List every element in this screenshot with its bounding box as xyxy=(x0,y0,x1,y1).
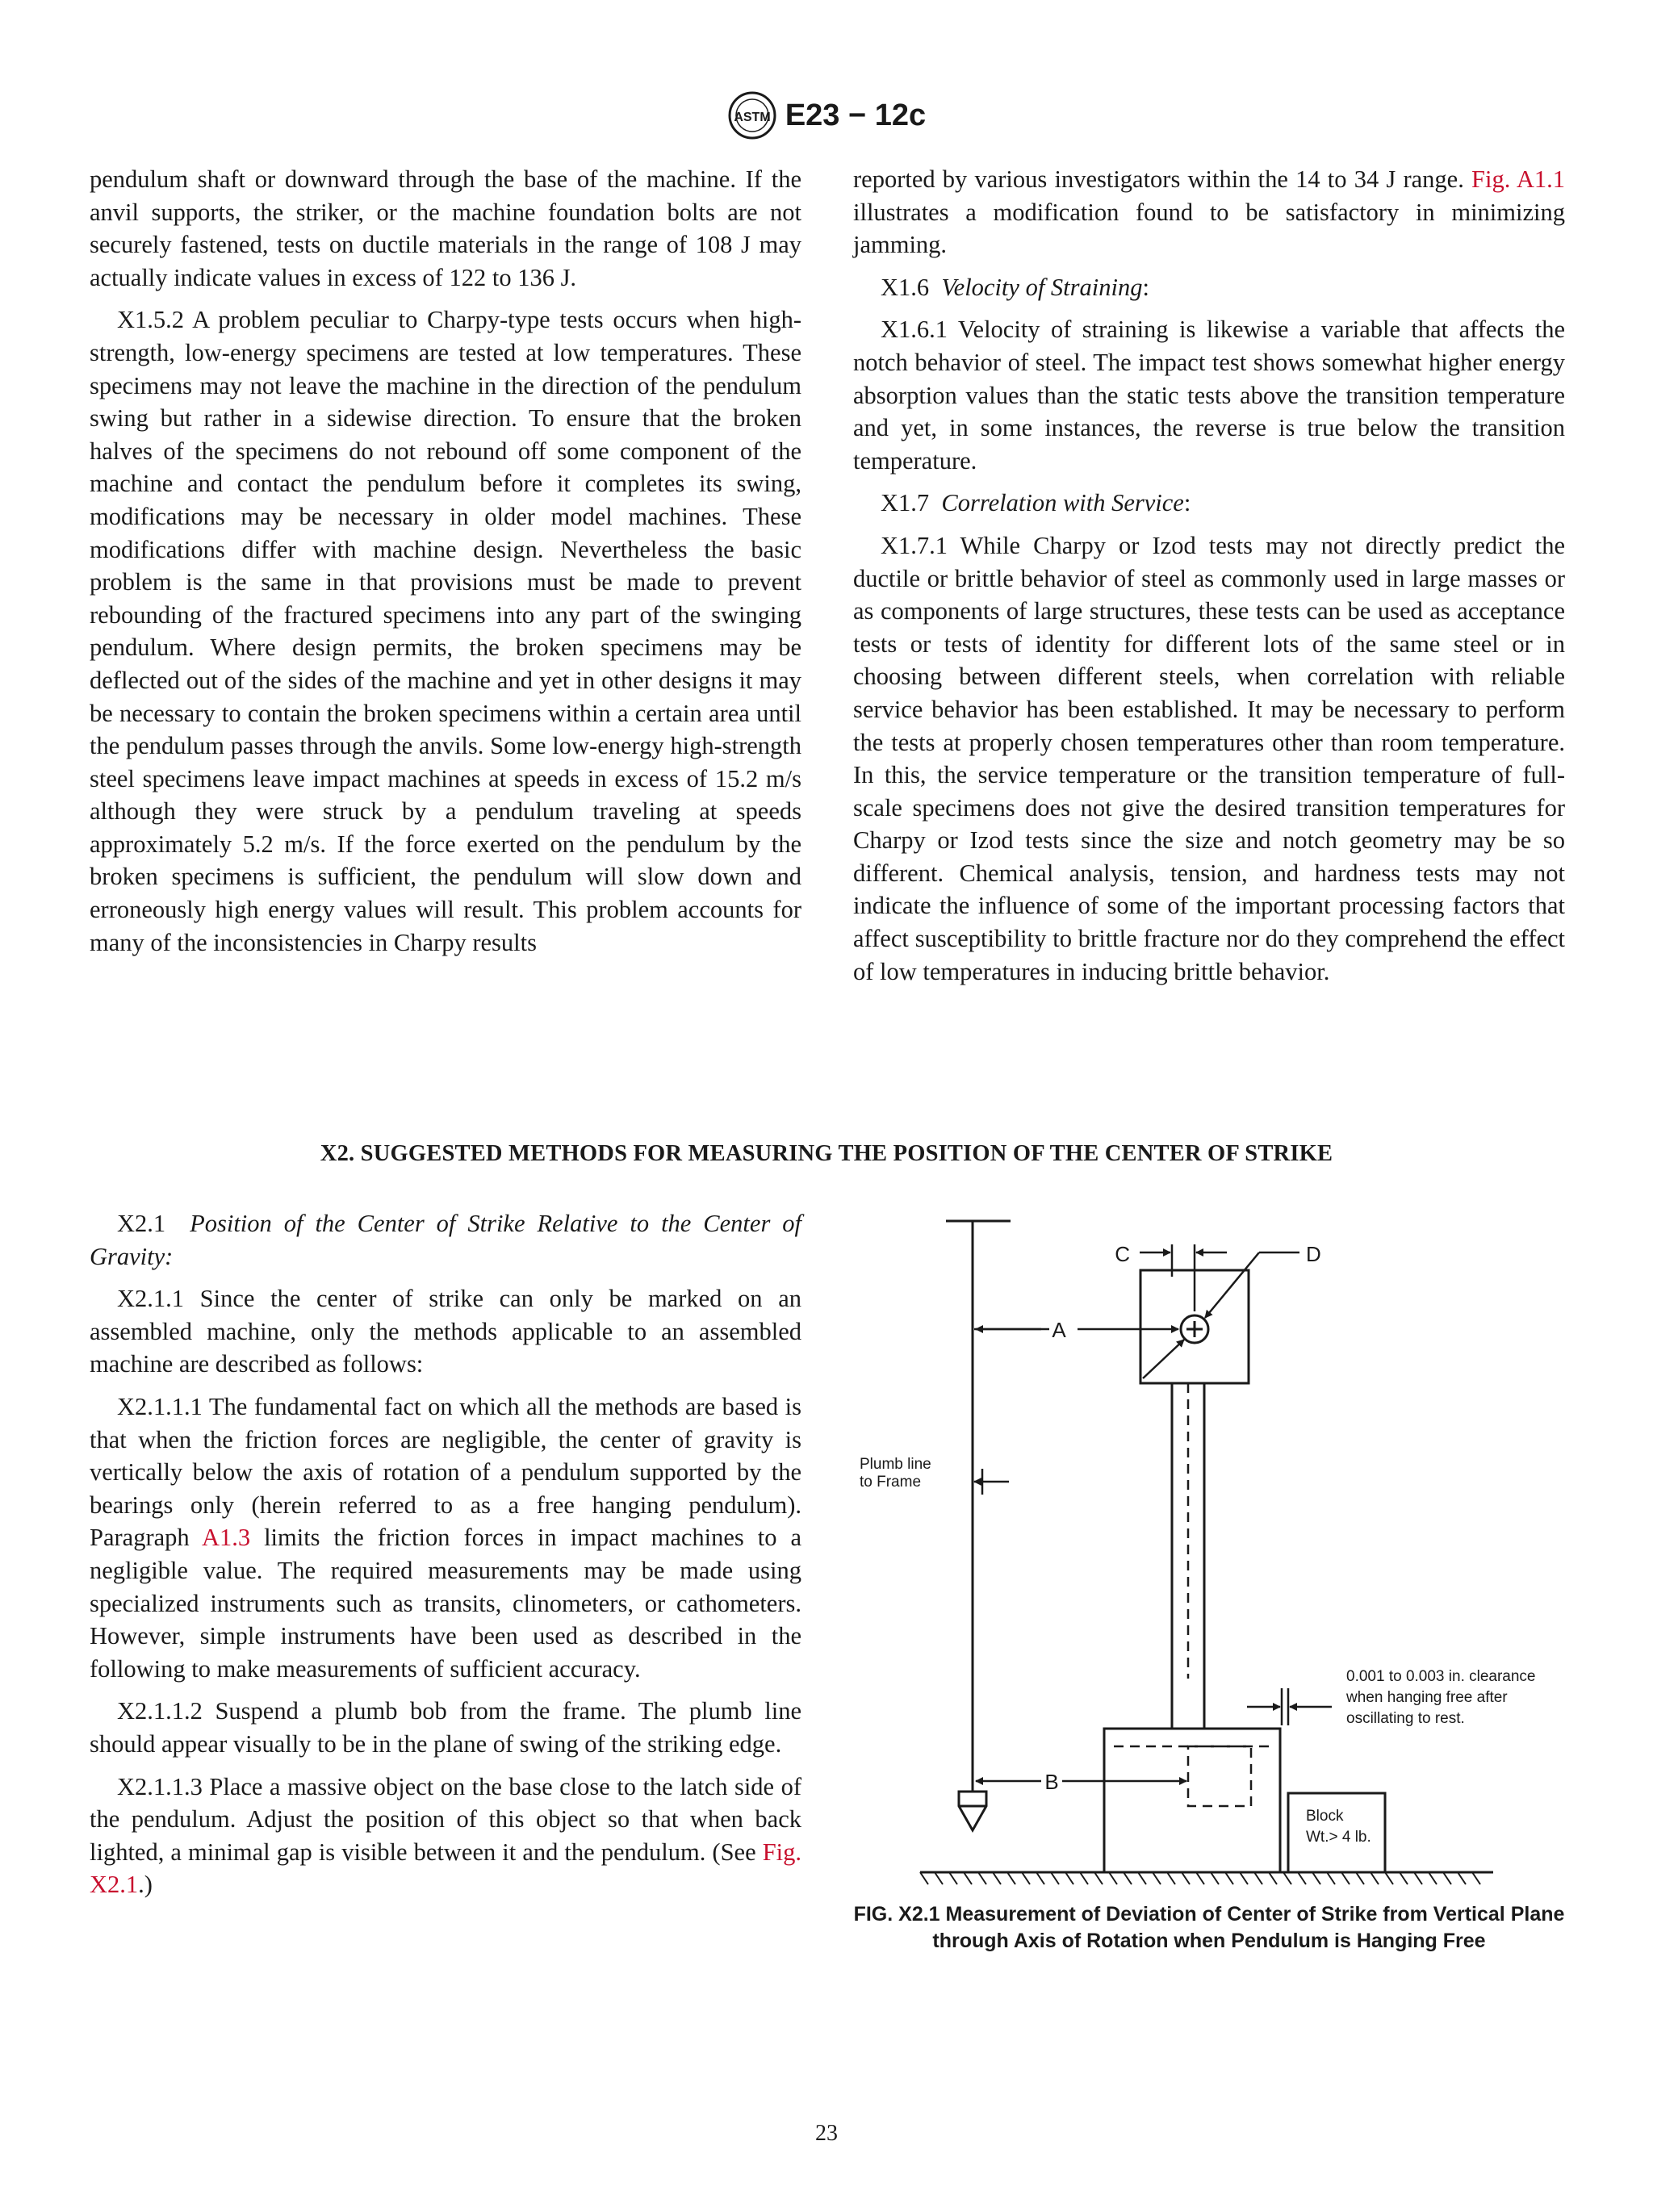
clearance-label-2: when hanging free after xyxy=(1346,1689,1508,1706)
paragraph-x1-5-2: X1.5.2 A problem peculiar to Charpy-type tests occurs when high-strength, low-energy specimens are tested at low temperatures. These specimens may not leave the machine in the direction of the pendulum swing but rather in a sidewise direction. To ensure that the broken halves of the specimens do not rebound off some component of the machine and contact the pendulum before it completes its swing, modifications may be necessary in older model machines. These modifications differ with machine design. Nevertheless the basic problem is the same in that provisions must be made to prevent rebounding of the fractured specimens into any part of the swinging pendulum. Where design permits, the broken specimens may be deflected out of the sides of the machine and yet in other designs it may be necessary to contain the broken specimens within a certain area until the pendulum passes through the anvils. Some low-energy high-strength steel specimens leave impact machines at speeds in excess of 15.2 m/s although they were struck by a pendulum traveling at speeds approximately 5.2 m/s. If the force exerted on the pendulum by the broken specimens is sufficient, the pendulum will slow down and erroneously high energy values will result. This problem accounts for many of the inconsistencies in Charpy results xyxy=(90,306,801,956)
clearance-label-1: 0.001 to 0.003 in. clearance xyxy=(1346,1668,1536,1685)
standard-designation: E23 − 12c xyxy=(785,98,927,132)
heading-x1-6: X1.6 Velocity of Straining: xyxy=(881,273,1149,301)
label-d: D xyxy=(1306,1242,1321,1266)
center-of-strike-symbol xyxy=(1181,1315,1208,1343)
block-label-1: Block xyxy=(1306,1808,1344,1825)
plumb-line-label-1: Plumb line xyxy=(860,1456,931,1473)
right-column-top xyxy=(853,163,1565,997)
astm-logo-icon xyxy=(727,90,777,140)
figure-caption: FIG. X2.1 Measurement of Deviation of Center of Strike from Vertical Plane through Axis of Rotation when Pendulum is Hanging Free xyxy=(853,1903,1565,1952)
pendulum-diagram xyxy=(839,1202,1582,1905)
paragraph-continuation: pendulum shaft or downward through the base of the machine. If the anvil supports, the striker, or the machine foundation bolts are not securely fastened, tests on ductile materials in the range of 108 J may actually indicate values in excess of 122 to 136 J. xyxy=(90,165,801,291)
a1-3-link[interactable]: A1.3 xyxy=(201,1524,251,1552)
section-heading-x2: X2. SUGGESTED METHODS FOR MEASURING THE POSITION OF THE CENTER OF STRIKE xyxy=(320,1141,1333,1166)
left-column-bottom xyxy=(90,1207,801,1911)
paragraph-x1-6-1: X1.6.1 Velocity of straining is likewise a variable that affects the notch behavior of steel. The impact test shows somewhat higher energy absorption values than the static tests above the transition temperature and yet, in some instances, the reverse is true below the transition temperature. xyxy=(853,316,1565,475)
block-label-2: Wt.> 4 lb. xyxy=(1306,1829,1371,1846)
plumb-bob xyxy=(959,1792,986,1830)
fig-x2-1-link[interactable]: Fig. X2.1 xyxy=(90,1838,802,1899)
paragraph-x1-7-1: X1.7.1 While Charpy or Izod tests may not directly predict the ductile or brittle behavior of steel as commonly used in large masses or as components of large structures, these tests can be used as acceptance tests or tests of identity for different lots of the same steel or in choosing between different steels, when correlation with reliable service behavior has been established. It may be necessary to perform the tests at properly chosen temperatures other than room temperature. In this, the service temperature or the transition temperature of full-scale specimens does not give the desired transition temperatures for Charpy or Izod tests since the size and notch geometry may be so different. Chemical analysis, tension, and hardness tests may not indicate the influence of some of the important processing factors that affect susceptibility to brittle fracture nor do they comprehend the effect of low temperatures in inducing brittle behavior. xyxy=(853,531,1565,985)
svg-text:ASTM: ASTM xyxy=(734,111,771,124)
fig-a1-1-link[interactable]: Fig. A1.1 xyxy=(1471,165,1566,193)
plumb-line-label-2: to Frame xyxy=(860,1474,922,1491)
clearance-label-3: oscillating to rest. xyxy=(1346,1710,1465,1727)
heading-x2-1: X2.1 Position of the Center of Strike Relative to the Center of Gravity: xyxy=(90,1210,802,1270)
left-column-top xyxy=(90,163,801,968)
paragraph-x2-1-1-3: X2.1.1.3 Place a massive object on the base close to the latch side of the pendulum. Adjust the position of this object so that when back lighted, a minimal gap is visible between it and the pendulum. (See Fig. X2.1.) xyxy=(90,1772,802,1899)
page-header xyxy=(0,90,1653,140)
label-b: B xyxy=(1044,1770,1059,1794)
paragraph-x2-1-1-2: X2.1.1.2 Suspend a plumb bob from the frame. The plumb line should appear visually to be in the plane of swing of the striking edge. xyxy=(90,1697,801,1758)
figure-x2-1 xyxy=(839,1202,1582,1905)
paragraph-continuation-right: reported by various investigators within the 14 to 34 J range. Fig. A1.1 illustrates a modification found to be satisfactory in minimizing jamming. xyxy=(853,165,1566,259)
paragraph-x2-1-1: X2.1.1 Since the center of strike can only be marked on an assembled machine, only the methods applicable to an assembled machine are described as follows: xyxy=(90,1285,801,1378)
pendulum-base xyxy=(1104,1729,1280,1872)
page-number: 23 xyxy=(815,2121,838,2146)
heading-x1-7: X1.7 Correlation with Service: xyxy=(881,489,1191,517)
label-a: A xyxy=(1052,1318,1066,1342)
ground-hatch xyxy=(920,1872,1480,1884)
paragraph-x2-1-1-1: X2.1.1.1 The fundamental fact on which all the methods are based is that when the friction forces are negligible, the center of gravity is vertically below the axis of rotation of a pendulum supported by the bearings only (herein referred to as a free hanging pendulum). Paragraph A1.3 limits the friction forces in impact machines to a negligible value. The required measurements may be made using specialized instruments such as transits, clinometers, or cathometers. However, simple instruments have been used as described in the following to make measurements of sufficient accuracy. xyxy=(90,1392,801,1683)
label-c: C xyxy=(1115,1242,1130,1266)
